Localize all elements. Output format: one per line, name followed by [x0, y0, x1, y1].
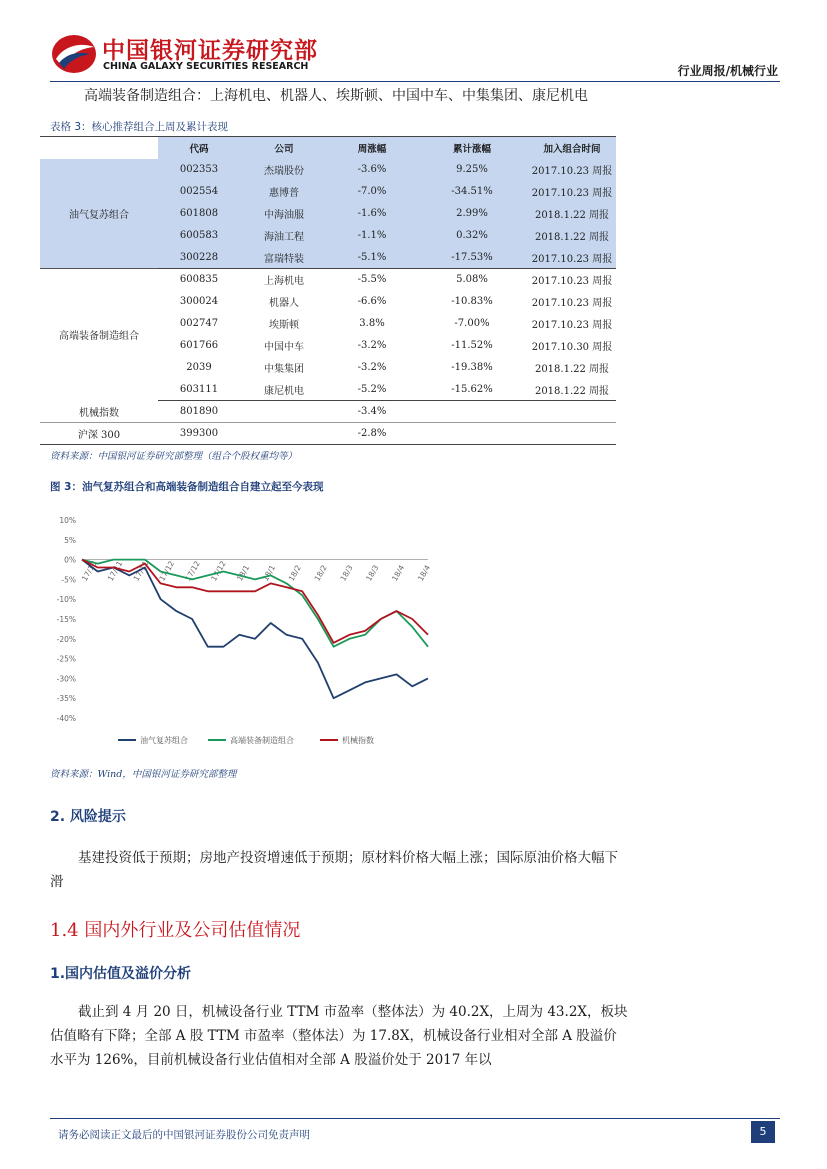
table-source: 资料来源：中国银河证券研究部整理（组合个股权重均等）: [50, 451, 298, 462]
cumulative-change: -10.83%: [451, 296, 493, 307]
header-empty: [40, 137, 158, 159]
risk-heading: 2. 风险提示: [50, 809, 126, 825]
x-tick-label: 18/1: [235, 563, 252, 583]
stock-code: 600583: [158, 225, 240, 247]
company-name: 富瑞特装: [240, 247, 328, 269]
join-date: 2018.1.22 周报: [528, 225, 616, 247]
x-tick-label: 17/12: [209, 559, 228, 583]
header-weekly: 周涨幅: [328, 137, 416, 159]
company-name: 海油工程: [240, 225, 328, 247]
weekly-change: -3.2%: [357, 340, 387, 351]
portfolio-intro: 高端装备制造组合：上海机电、机器人、埃斯顿、中国中车、中集集团、康尼机电: [84, 88, 588, 104]
index-code: 399300: [158, 423, 240, 445]
join-date: 2017.10.23 周报: [528, 159, 616, 181]
page-number: 5: [751, 1121, 775, 1143]
cumulative-change: -19.38%: [451, 362, 493, 373]
table-row: [40, 401, 616, 423]
header-cumulative: 累计涨幅: [416, 137, 528, 159]
legend-label: 油气复苏组合: [140, 736, 188, 745]
x-tick-label: 18/3: [338, 563, 355, 583]
company-name: 中海油服: [240, 203, 328, 225]
x-tick-label: 17/12: [183, 559, 202, 583]
join-date: 2017.10.23 周报: [528, 269, 616, 291]
join-date: 2017.10.23 周报: [531, 298, 613, 309]
figure-caption: 图 3：油气复苏组合和高端装备制造组合自建立起至今表现: [50, 481, 324, 493]
x-tick-label: 17/10: [79, 559, 99, 583]
cumulative-change: 9.25%: [416, 159, 528, 181]
index-name: 沪深 300: [40, 423, 158, 445]
table-row: [40, 423, 616, 445]
y-tick-label: -30%: [56, 674, 76, 684]
table-caption: 表格 3：核心推荐组合上周及累计表现: [50, 121, 229, 133]
weekly-change: 3.8%: [359, 318, 385, 329]
weekly-change: -3.2%: [357, 362, 387, 373]
table-row: [40, 159, 616, 181]
join-date: 2017.10.30 周报: [531, 342, 613, 353]
index-name: 机械指数: [40, 401, 158, 423]
y-tick-label: -10%: [56, 595, 76, 605]
x-tick-label: 17/12: [157, 559, 177, 583]
stock-code: 300228: [158, 247, 240, 269]
x-tick-label: 18/2: [312, 563, 329, 583]
logo-text-en: CHINA GALAXY SECURITIES RESEARCH: [103, 61, 309, 72]
y-tick-label: -15%: [56, 615, 76, 624]
figure-source: 资料来源：Wind，中国银河证券研究部整理: [50, 769, 237, 780]
group2-body: [40, 269, 616, 401]
stock-code: 601808: [158, 203, 240, 225]
weekly-change: -5.2%: [328, 379, 416, 401]
weekly-change: -5.5%: [328, 269, 416, 291]
cumulative-change: 5.08%: [416, 269, 528, 291]
index-code: 801890: [158, 401, 240, 423]
cumulative-change: -7.00%: [454, 318, 490, 329]
stock-code: 603111: [158, 379, 240, 401]
join-date: 2017.10.23 周报: [528, 247, 616, 269]
company-name: 杰瑞股份: [240, 159, 328, 181]
subsection-title: 1.国内估值及溢价分析: [50, 966, 192, 982]
x-tick-label: 18/3: [364, 563, 381, 583]
group-name: 油气复苏组合: [40, 159, 158, 269]
cumulative-change: -34.51%: [416, 181, 528, 203]
weekly-change: -7.0%: [328, 181, 416, 203]
y-tick-label: 0%: [64, 555, 76, 565]
cumulative-change: 0.32%: [416, 225, 528, 247]
stock-code: 002747: [179, 318, 219, 329]
header-join-date: 加入组合时间: [528, 137, 616, 159]
y-tick-label: 5%: [64, 535, 76, 545]
company-name: 中集集团: [264, 364, 304, 375]
group1-body: [40, 159, 616, 269]
x-tick-label: 18/2: [286, 563, 303, 583]
x-tick-label: 17/11: [131, 559, 151, 583]
stock-code: 300024: [179, 296, 219, 307]
join-date: 2018.1.22 周报: [528, 203, 616, 225]
page-header: [50, 28, 780, 82]
join-date: 2017.10.23 周报: [531, 320, 613, 331]
join-date: 2018.1.22 周报: [528, 379, 616, 401]
y-tick-label: -40%: [56, 714, 76, 723]
stock-code: 600835: [158, 269, 240, 291]
header-code: 代码: [158, 137, 240, 159]
y-tick-label: -25%: [56, 654, 76, 664]
y-tick-label: -20%: [56, 634, 76, 644]
company-name: 康尼机电: [240, 379, 328, 401]
legend-label: 机械指数: [342, 736, 374, 745]
table-row: [40, 269, 616, 291]
weekly-change: -5.1%: [328, 247, 416, 269]
y-tick-label: -35%: [56, 694, 76, 704]
footer-divider: [50, 1118, 780, 1119]
cumulative-change: -11.52%: [451, 340, 493, 351]
weekly-change: -1.6%: [328, 203, 416, 225]
legend-label: 高端装备制造组合: [230, 736, 294, 745]
portfolio-table: [40, 136, 616, 445]
logo-text-cn: 中国银河证券研究部: [102, 38, 318, 64]
cumulative-change: 2.99%: [416, 203, 528, 225]
report-category: 行业周报/机械行业: [677, 64, 778, 78]
cumulative-change: -15.62%: [416, 379, 528, 401]
company-name: 上海机电: [240, 269, 328, 291]
galaxy-logo-icon: [50, 32, 98, 76]
company-name: 埃斯顿: [269, 320, 299, 331]
index-weekly: -2.8%: [328, 423, 416, 445]
y-tick-label: 10%: [59, 516, 76, 525]
stock-code: 002353: [158, 159, 240, 181]
company-name: 中国中车: [264, 342, 304, 353]
header-company: 公司: [240, 137, 328, 159]
index-weekly: -3.4%: [328, 401, 416, 423]
stock-code: 2039: [186, 362, 212, 373]
group-name: 高端装备制造组合: [40, 269, 158, 401]
section-title: 1.4 国内外行业及公司估值情况: [50, 920, 301, 941]
company-name: 惠博普: [240, 181, 328, 203]
stock-code: 601766: [179, 340, 219, 351]
x-tick-label: 18/4: [390, 563, 407, 583]
x-tick-label: 17/11: [105, 559, 125, 583]
join-date: 2017.10.23 周报: [528, 181, 616, 203]
header-divider: [50, 81, 780, 82]
y-tick-label: -5%: [61, 575, 76, 585]
join-date: 2018.1.22 周报: [534, 364, 610, 375]
x-tick-label: 18/1: [260, 563, 278, 583]
table-header-row: [40, 137, 616, 159]
x-tick-label: 18/4: [415, 563, 433, 583]
footer-disclaimer: 请务必阅读正文最后的中国银河证券股份公司免责声明: [58, 1129, 310, 1141]
weekly-change: -1.1%: [328, 225, 416, 247]
performance-line-chart: [40, 508, 440, 754]
stock-code: 002554: [158, 181, 240, 203]
valuation-text: 截止到 4 月 20 日，机械设备行业 TTM 市盈率（整体法）为 40.2X，上周为 43.2X，板块估值略有下降；全部 A 股 TTM 市盈率（整体法）为 17.8X，机械设备行业相对全部 A 股溢价水平为 126%，目前机械设备行业估值相对全部 A 股溢价处于 2017 年以: [50, 1004, 628, 1068]
risk-text: 基建投资低于预期；房地产投资增速低于预期；原材料价格大幅上涨；国际原油价格大幅下滑: [50, 850, 618, 890]
company-name: 机器人: [269, 298, 299, 309]
cumulative-change: -17.53%: [416, 247, 528, 269]
weekly-change: -6.6%: [357, 296, 387, 307]
weekly-change: -3.6%: [328, 159, 416, 181]
